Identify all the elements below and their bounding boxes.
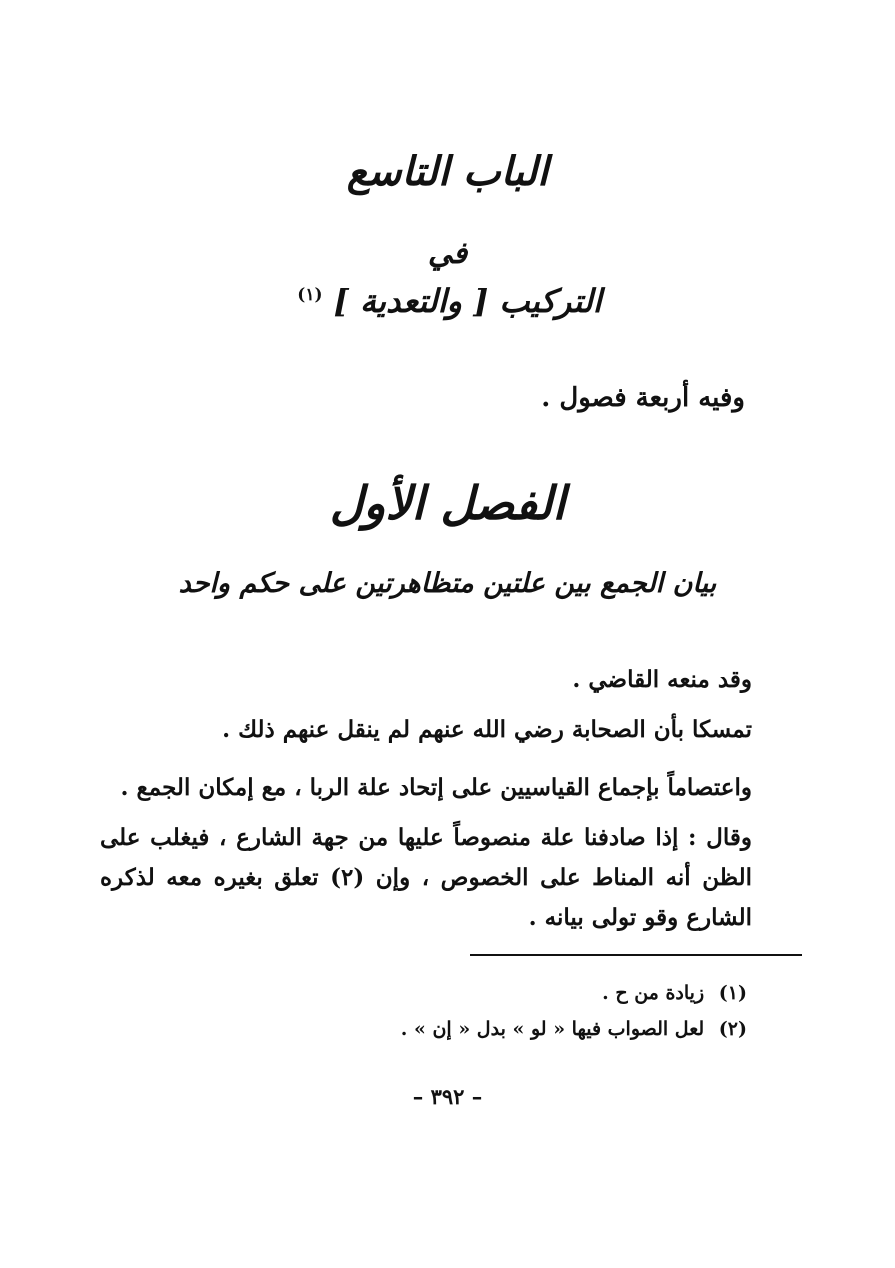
footnote-1-number: (١): [718, 982, 747, 1004]
section-subtitle: بيان الجمع بين علتين متظاهرتين على حكم واحد: [178, 568, 717, 599]
sections-count-line: وفيه أربعة فصول .: [541, 383, 745, 413]
footnote-2-number: (٢): [718, 1018, 747, 1040]
body-paragraph-1: وقد منعه القاضي .: [572, 666, 752, 693]
footnote-divider: [470, 954, 802, 956]
footnote-1-text: زيادة من ح .: [602, 982, 705, 1004]
footnote-2: [401, 1018, 747, 1040]
chapter-preposition: في: [427, 236, 468, 271]
chapter-subject-text: التركيب [ والتعدية ]: [333, 282, 602, 320]
page-number: – ٣٩٢ –: [412, 1084, 483, 1109]
section-title: الفصل الأول: [329, 476, 566, 530]
footnote-2-text: لعل الصواب فيها « لو » بدل « إن » .: [400, 1018, 705, 1040]
body-paragraph-2: تمسكا بأن الصحابة رضي الله عنهم لم ينقل عنهم ذلك .: [222, 716, 752, 743]
chapter-subject: [0, 282, 895, 320]
body-paragraph-4: وقال : إذا صادفنا علة منصوصاً عليها من جهة الشارع ، فيغلب على الظن أنه المناط على الخصوص ، وإن (٢) تعلق بغيره معه لذكره الشارع وقو تولى بيانه .: [100, 824, 752, 931]
chapter-subject-footnote-marker: (١): [297, 285, 323, 306]
footnote-1: [602, 982, 747, 1004]
body-paragraph-3: واعتصاماً بإجماع القياسيين على إتحاد علة الربا ، مع إمكان الجمع .: [120, 774, 752, 801]
chapter-title: الباب التاسع: [346, 148, 549, 195]
